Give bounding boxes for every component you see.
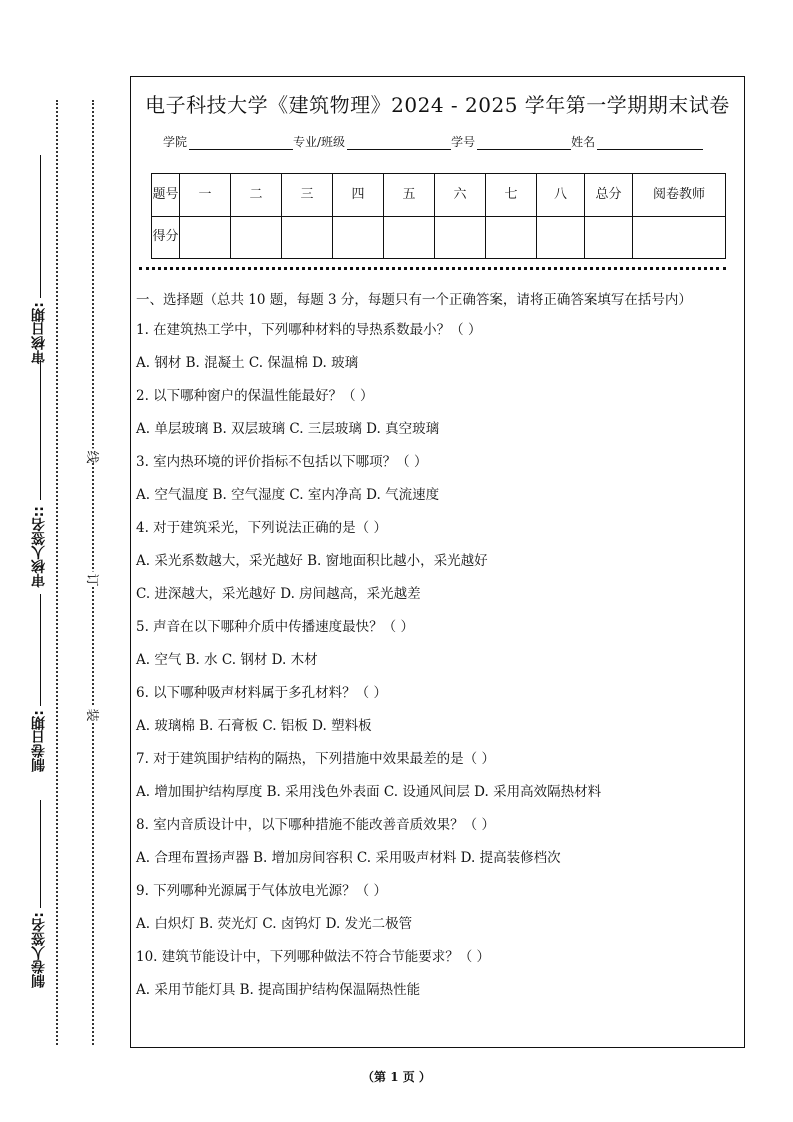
maker-signature-line [40,800,41,908]
score-label: 得分 [152,216,180,259]
approver-signature-label: 审核人签名:: [31,506,47,588]
question-2: 2. 以下哪种窗户的保温性能最好？（ ） [136,388,374,404]
binding-mark-staple: 订 [86,570,100,586]
score-cell[interactable] [486,216,537,259]
college-field[interactable] [189,137,293,150]
question-6-options: A. 玻璃棉 B. 石膏板 C. 铝板 D. 塑料板 [136,718,372,734]
question-3-options: A. 空气温度 B. 空气湿度 C. 室内净高 D. 气流速度 [136,487,440,503]
question-5: 5. 声音在以下哪种介质中传播速度最快？（ ） [136,619,414,635]
question-9-options: A. 白炽灯 B. 荧光灯 C. 卤钨灯 D. 发光二极管 [136,916,413,932]
question-7: 7. 对于建筑围护结构的隔热，下列措施中效果最差的是（ ） [136,751,495,767]
section-title: 一、选择题（总共 10 题，每题 3 分，每题只有一个正确答案，请将正确答案填写在括号内） [136,292,692,308]
col-2: 二 [231,174,282,217]
col-4: 四 [333,174,384,217]
question-8-options: A. 合理布置扬声器 B. 增加房间容积 C. 采用吸声材料 D. 提高装修档次 [136,850,561,866]
total-score-cell[interactable] [585,216,633,259]
score-cell[interactable] [231,216,282,259]
score-cell[interactable] [537,216,585,259]
col-grader: 阅卷教师 [633,174,726,217]
major-class-field[interactable] [347,137,451,150]
score-table-score-row [152,216,726,259]
col-7: 七 [486,174,537,217]
exam-frame [130,76,745,1048]
question-3: 3. 室内热环境的评价指标不包括以下哪项？（ ） [136,454,428,470]
grader-cell[interactable] [633,216,726,259]
col-total: 总分 [585,174,633,217]
score-cell[interactable] [180,216,231,259]
exam-title: 电子科技大学《建筑物理》2024 - 2025 学年第一学期期末试卷 [145,93,730,117]
score-cell[interactable] [282,216,333,259]
student-info-row [163,133,703,150]
multiple-choice-section [136,289,736,1012]
binding-mark-line: 线 [86,447,100,463]
student-id-label: 学号 [451,135,476,149]
approver-signature-line [40,360,41,500]
question-10-options: A. 采用节能灯具 B. 提高围护结构保温隔热性能 [136,982,421,998]
score-cell[interactable] [384,216,435,259]
major-class-label: 专业/班级 [293,135,346,149]
question-9: 9. 下列哪种光源属于气体放电光源？（ ） [136,883,387,899]
student-id-field[interactable] [477,137,571,150]
question-5-options: A. 空气 B. 水 C. 钢材 D. 木材 [136,652,318,668]
score-table-header-row [152,174,726,217]
outer-dotted-line [56,100,58,1045]
question-4-options-cd: C. 进深越大，采光越好 D. 房间越高，采光越差 [136,586,421,602]
question-number-label: 题号 [152,174,180,217]
score-cell[interactable] [333,216,384,259]
maker-date-label: 制卷日期: [31,710,47,772]
name-label: 姓名 [571,135,596,149]
college-label: 学院 [163,135,188,149]
binding-mark-bind: 装 [86,705,100,721]
col-5: 五 [384,174,435,217]
question-6: 6. 以下哪种吸声材料属于多孔材料？（ ） [136,685,387,701]
question-4: 4. 对于建筑采光，下列说法正确的是（ ） [136,520,387,536]
col-3: 三 [282,174,333,217]
approver-date-line [40,155,41,298]
col-6: 六 [435,174,486,217]
question-7-options: A. 增加围护结构厚度 B. 采用浅色外表面 C. 设通风间层 D. 采用高效隔热材料 [136,784,602,800]
question-1-options: A. 钢材 B. 混凝土 C. 保温棉 D. 玻璃 [136,355,359,371]
maker-signature-label: 制卷人签名: [31,912,47,988]
score-table [151,173,726,259]
name-field[interactable] [597,137,703,150]
approver-date-label: 审核日期: [31,302,47,364]
col-8: 八 [537,174,585,217]
question-1: 1. 在建筑热工学中，下列哪种材料的导热系数最小？（ ） [136,322,482,338]
question-10: 10. 建筑节能设计中，下列哪种做法不符合节能要求？（ ） [136,949,491,965]
page-number: （第 1 页 ） [362,1070,431,1084]
question-2-options: A. 单层玻璃 B. 双层玻璃 C. 三层玻璃 D. 真空玻璃 [136,421,440,437]
col-1: 一 [180,174,231,217]
score-cell[interactable] [435,216,486,259]
maker-date-line [40,594,41,706]
question-8: 8. 室内音质设计中，以下哪种措施不能改善音质效果？（ ） [136,817,495,833]
question-4-options-ab: A. 采光系数越大，采光越好 B. 窗地面积比越小，采光越好 [136,553,488,569]
dotted-separator [139,267,726,270]
